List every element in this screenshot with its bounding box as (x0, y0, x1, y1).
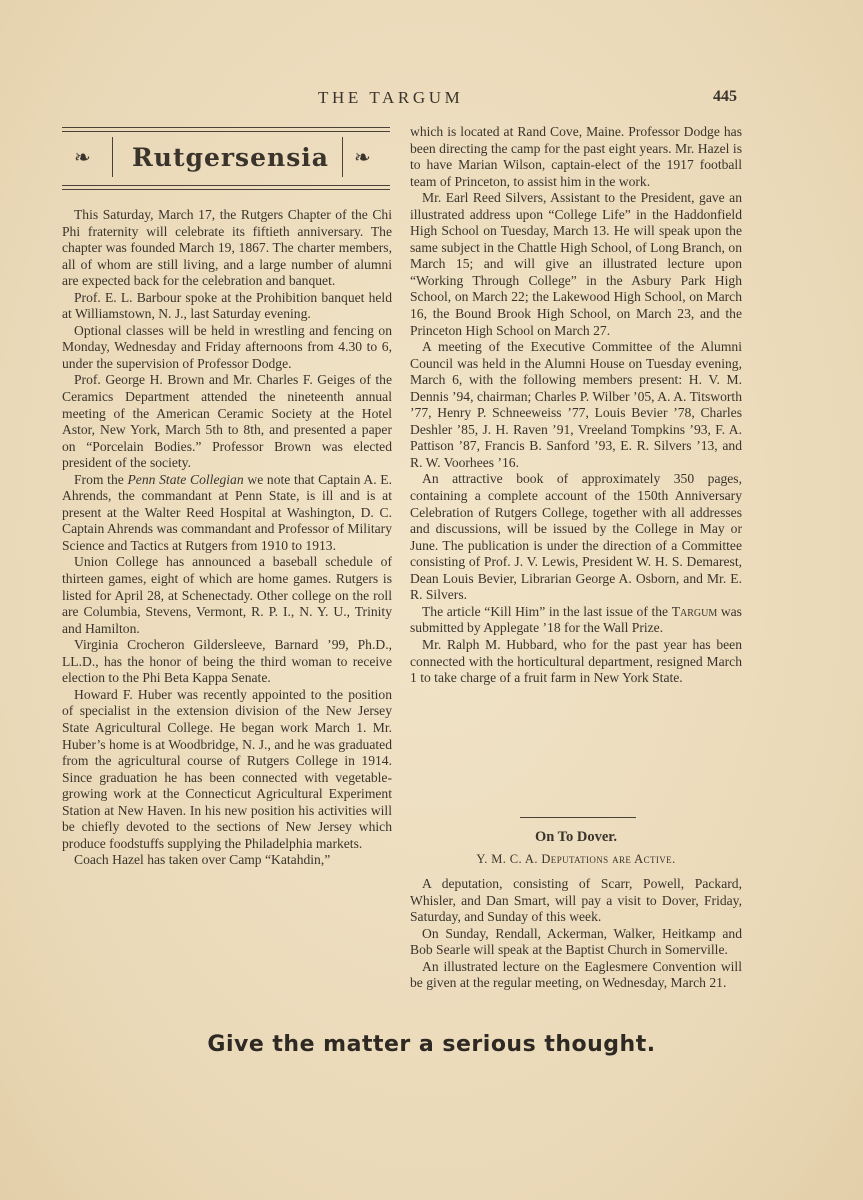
article-headline: On To Dover. (534, 829, 618, 845)
fleuron-right-icon: ❧ (354, 147, 371, 169)
footer-slogan: Give the matter a serious thought. (207, 1032, 656, 1057)
publication-name: Penn State Collegian (127, 471, 244, 487)
divider (342, 137, 343, 177)
dover-article-body (410, 876, 742, 992)
news-item: Mr. Ralph M. Hubbard, who for the past year has been connected with the horticultural department, resigned March 1 to take charge of a fruit farm in New York State. (410, 636, 742, 686)
article-subhead: Y. M. C. A. Deputations are Active. (476, 852, 676, 866)
news-item: Optional classes will be held in wrestling and fencing on Monday, Wednesday and Friday afternoons from 4.30 to 6, under the supervision of Professor Dodge. (62, 322, 392, 371)
news-item: Coach Hazel has taken over Camp “Katahdin,” (74, 852, 331, 868)
right-column (410, 124, 742, 687)
news-item: Prof. George H. Brown and Mr. Charles F. Geiges of the Ceramics Department attended the nineteenth annual meeting of the American Ceramic Society at the Hotel Astor, New York, March 5th to 8th, and presented a paper on “Porcelain Bodies.” Professor Brown was elected president of the society. (62, 372, 392, 471)
section-masthead (62, 127, 390, 191)
news-item: An illustrated lecture on the Eaglesmere Convention will be given at the regular meeting, on Wednesday, March 21. (410, 958, 742, 991)
fleuron-left-icon: ❧ (74, 147, 91, 169)
news-item: Union College has announced a baseball schedule of thirteen games, eight of which are home games. Rutgers is listed for April 28, at Schenectady. Other college on the roll are Columbia, Stevens, Vermont, R. P. I., N. Y. U., Trinity and Hamilton. (62, 554, 392, 636)
news-item: A deputation, consisting of Scarr, Powell, Packard, Whisler, and Dan Smart, will pay a visit to Dover, Friday, Saturday, and Sunday of this week. (410, 876, 742, 925)
news-item: Virginia Crocheron Gildersleeve, Barnard ’99, Ph.D., LL.D., has the honor of being the third woman to receive election to the Phi Beta Kappa Senate. (62, 637, 392, 686)
running-title: THE TARGUM (318, 88, 464, 107)
divider (520, 817, 636, 818)
news-item: From the Penn State Collegian we note that Captain A. E. Ahrends, the commandant at Penn State, is ill and is at present at the Walter Reed Hospital at Washington, D. C. Captain Ahrends was commandant and Professor of Military Science and Tactics at Rutgers from 1910 to 1913. (62, 471, 393, 553)
section-title: Rutgersensia (132, 143, 329, 172)
news-item: An attractive book of approximately 350 pages, containing a complete account of the 150th Anniversary Celebration of Rutgers College, together with all addresses and discussions, will be issued by the College in May or June. The publication is under the direction of a Committee consisting of Prof. J. V. Lewis, President W. H. S. Demarest, Dean Louis Bevier, Librarian George A. Osborn, and Mr. E. R. Silvers. (410, 471, 742, 603)
news-item: This Saturday, March 17, the Rutgers Chapter of the Chi Phi fraternity will celebrate its fiftieth anniversary. The chapter was founded March 19, 1867. The charter members, all of whom are still living, and a large number of alumni are expected back for the celebration and banquet. (62, 207, 392, 289)
left-column (62, 207, 392, 869)
news-item: The article “Kill Him” in the last issue of the Targum was submitted by Applegate ’18 for the Wall Prize. (410, 603, 742, 636)
news-item: Howard F. Huber was recently appointed to the position of specialist in the extension division of the New Jersey State Agricultural College. He began work March 1. Mr. Huber’s home is at Woodbridge, N. J., and he was graduated from the agricultural course of Rutgers College in 1914. Since graduation he has been connected with vegetable-growing work at the Connecticut Agricultural Experiment Station at New Haven. In his new position his activities will be chiefly devoted to the sections of New Jersey which produce foodstuffs supplying the Philadelphia markets. (62, 686, 392, 851)
publication-name: Targum (671, 603, 718, 619)
news-item: which is located at Rand Cove, Maine. Professor Dodge has been directing the camp for the past eight years. Mr. Hazel is to have Marian Wilson, captain-elect of the 1917 football team of Princeton, to assist him in the work. (410, 124, 742, 189)
news-item: Mr. Earl Reed Silvers, Assistant to the President, gave an illustrated address upon “College Life” in the Haddonfield High School on Tuesday, March 13. He will speak upon the same subject in the Chattle High School, of Long Branch, on March 15; and will give an illustrated lecture upon “Working Through College” in the Asbury Park High School, on March 22; the Lakewood High School, on March 16, the Bound Brook High School, on March 23, and the Princeton High School on March 27. (410, 190, 742, 338)
news-item: Prof. E. L. Barbour spoke at the Prohibition banquet held at Williamstown, N. J., last Saturday evening. (62, 289, 392, 322)
news-item: A meeting of the Executive Committee of the Alumni Council was held in the Alumni House on Tuesday evening, March 6, with the following members present: H. V. M. Dennis ’94, chairman; Charles P. Wilber ’05, A. A. Titsworth ’77, Henry P. Schneeweiss ’77, Louis Bevier ’78, Charles Deshler ’85, J. H. Raven ’91, Vreeland Tompkins ’93, F. A. Pattison ’87, Francis B. Sanford ’93, E. R. Silvers ’13, and R. W. Voorhees ’16. (410, 339, 742, 470)
news-item: On Sunday, Rendall, Ackerman, Walker, Heitkamp and Bob Searle will speak at the Baptist Church in Somerville. (410, 925, 742, 958)
divider (112, 137, 113, 177)
page-number: 445 (713, 88, 737, 105)
